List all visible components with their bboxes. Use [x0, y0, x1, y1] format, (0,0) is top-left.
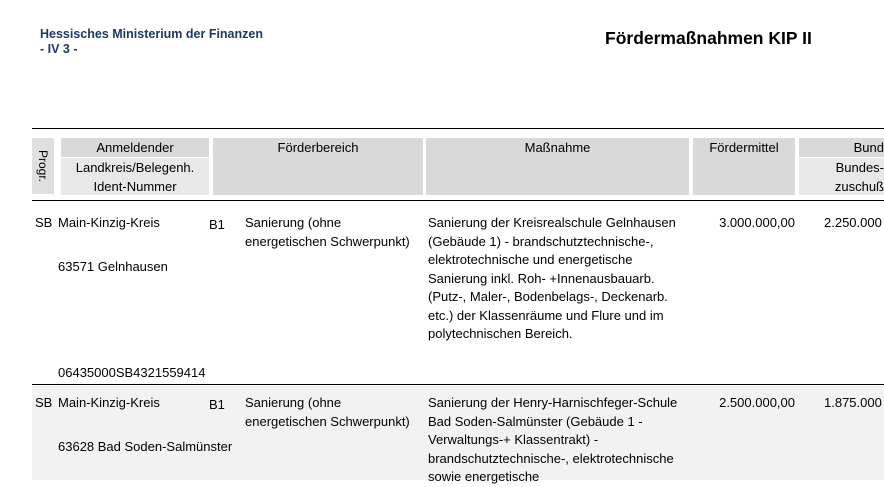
row-bereich-line-2: energetischen Schwerpunkt)	[245, 413, 410, 429]
column-header-foerderbereich: Förderbereich	[213, 138, 423, 195]
header-bottom-rule	[32, 200, 884, 201]
row-massnahme: Sanierung der Kreisrealschule Gelnhausen (Gebäude 1) - brandschutztechnische-, elektrotechnische und energetische Sanierung inkl. Roh- +Innenausbauarb. (Putz-, Maler-, Bodenbelags-, Deckenarb. etc.) der Klassenräume und Flure und im polytechnischen Bereich.	[428, 215, 676, 341]
ident-label: Ident-Nummer	[93, 179, 177, 194]
bundeszuschuss-label-1: Bundes-	[835, 160, 884, 175]
row-bereich	[245, 394, 410, 431]
row-code: B1	[209, 217, 225, 232]
row-code: B1	[209, 397, 225, 412]
row-divider	[32, 384, 884, 385]
document-title: Fördermaßnahmen KIP II	[605, 28, 812, 48]
row-bereich	[245, 214, 410, 251]
row-bereich-line-1: Sanierung (ohne	[245, 215, 342, 230]
column-header-progr	[32, 138, 54, 194]
column-header-massnahme: Maßnahme	[426, 138, 689, 195]
row-foerdermittel: 2.500.000,00	[719, 395, 795, 410]
column-header-foerdermittel: Fördermittel	[693, 138, 795, 195]
bund-label: Bund	[853, 140, 884, 155]
row-anmelder: Main-Kinzig-Kreis	[58, 395, 160, 410]
progr-label: Progr.	[36, 149, 50, 183]
row-bereich-line-1: Sanierung (ohne	[245, 395, 342, 410]
row-progr: SB	[35, 215, 53, 230]
bundeszuschuss-label-2: zuschuß	[834, 179, 884, 194]
landkreis-label: Landkreis/Belegenh.	[75, 160, 195, 175]
row-bereich-line-2: energetischen Schwerpunkt)	[245, 233, 410, 249]
row-foerdermittel: 3.000.000,00	[719, 215, 795, 230]
column-header-anmelder: Anmeldender	[61, 138, 209, 157]
row-bundeszuschuss: 1.875.000	[824, 395, 882, 410]
row-massnahme: Sanierung der Henry-Harnischfeger-Schule Bad Soden-Salmünster (Gebäude 1 -Verwaltungs-+ Klassentrakt) - brandschutztechnische-, elektrotechnische sowie energetische	[428, 395, 678, 484]
row-progr: SB	[35, 395, 53, 410]
row-ident: 06435000SB4321559414	[58, 365, 206, 380]
table-top-rule	[32, 128, 884, 129]
column-header-landkreis	[61, 158, 209, 195]
ministry-line-2: - IV 3 -	[40, 42, 78, 56]
ministry-name	[40, 27, 263, 57]
ministry-line-1: Hessisches Ministerium der Finanzen	[40, 27, 263, 41]
row-ort: 63628 Bad Soden-Salmünster	[58, 439, 233, 454]
row-anmelder: Main-Kinzig-Kreis	[58, 215, 160, 230]
row-bundeszuschuss: 2.250.000	[824, 215, 882, 230]
row-ort: 63571 Gelnhausen	[58, 259, 168, 274]
column-header-bundeszuschuss	[799, 158, 884, 195]
column-header-bund	[799, 138, 884, 157]
